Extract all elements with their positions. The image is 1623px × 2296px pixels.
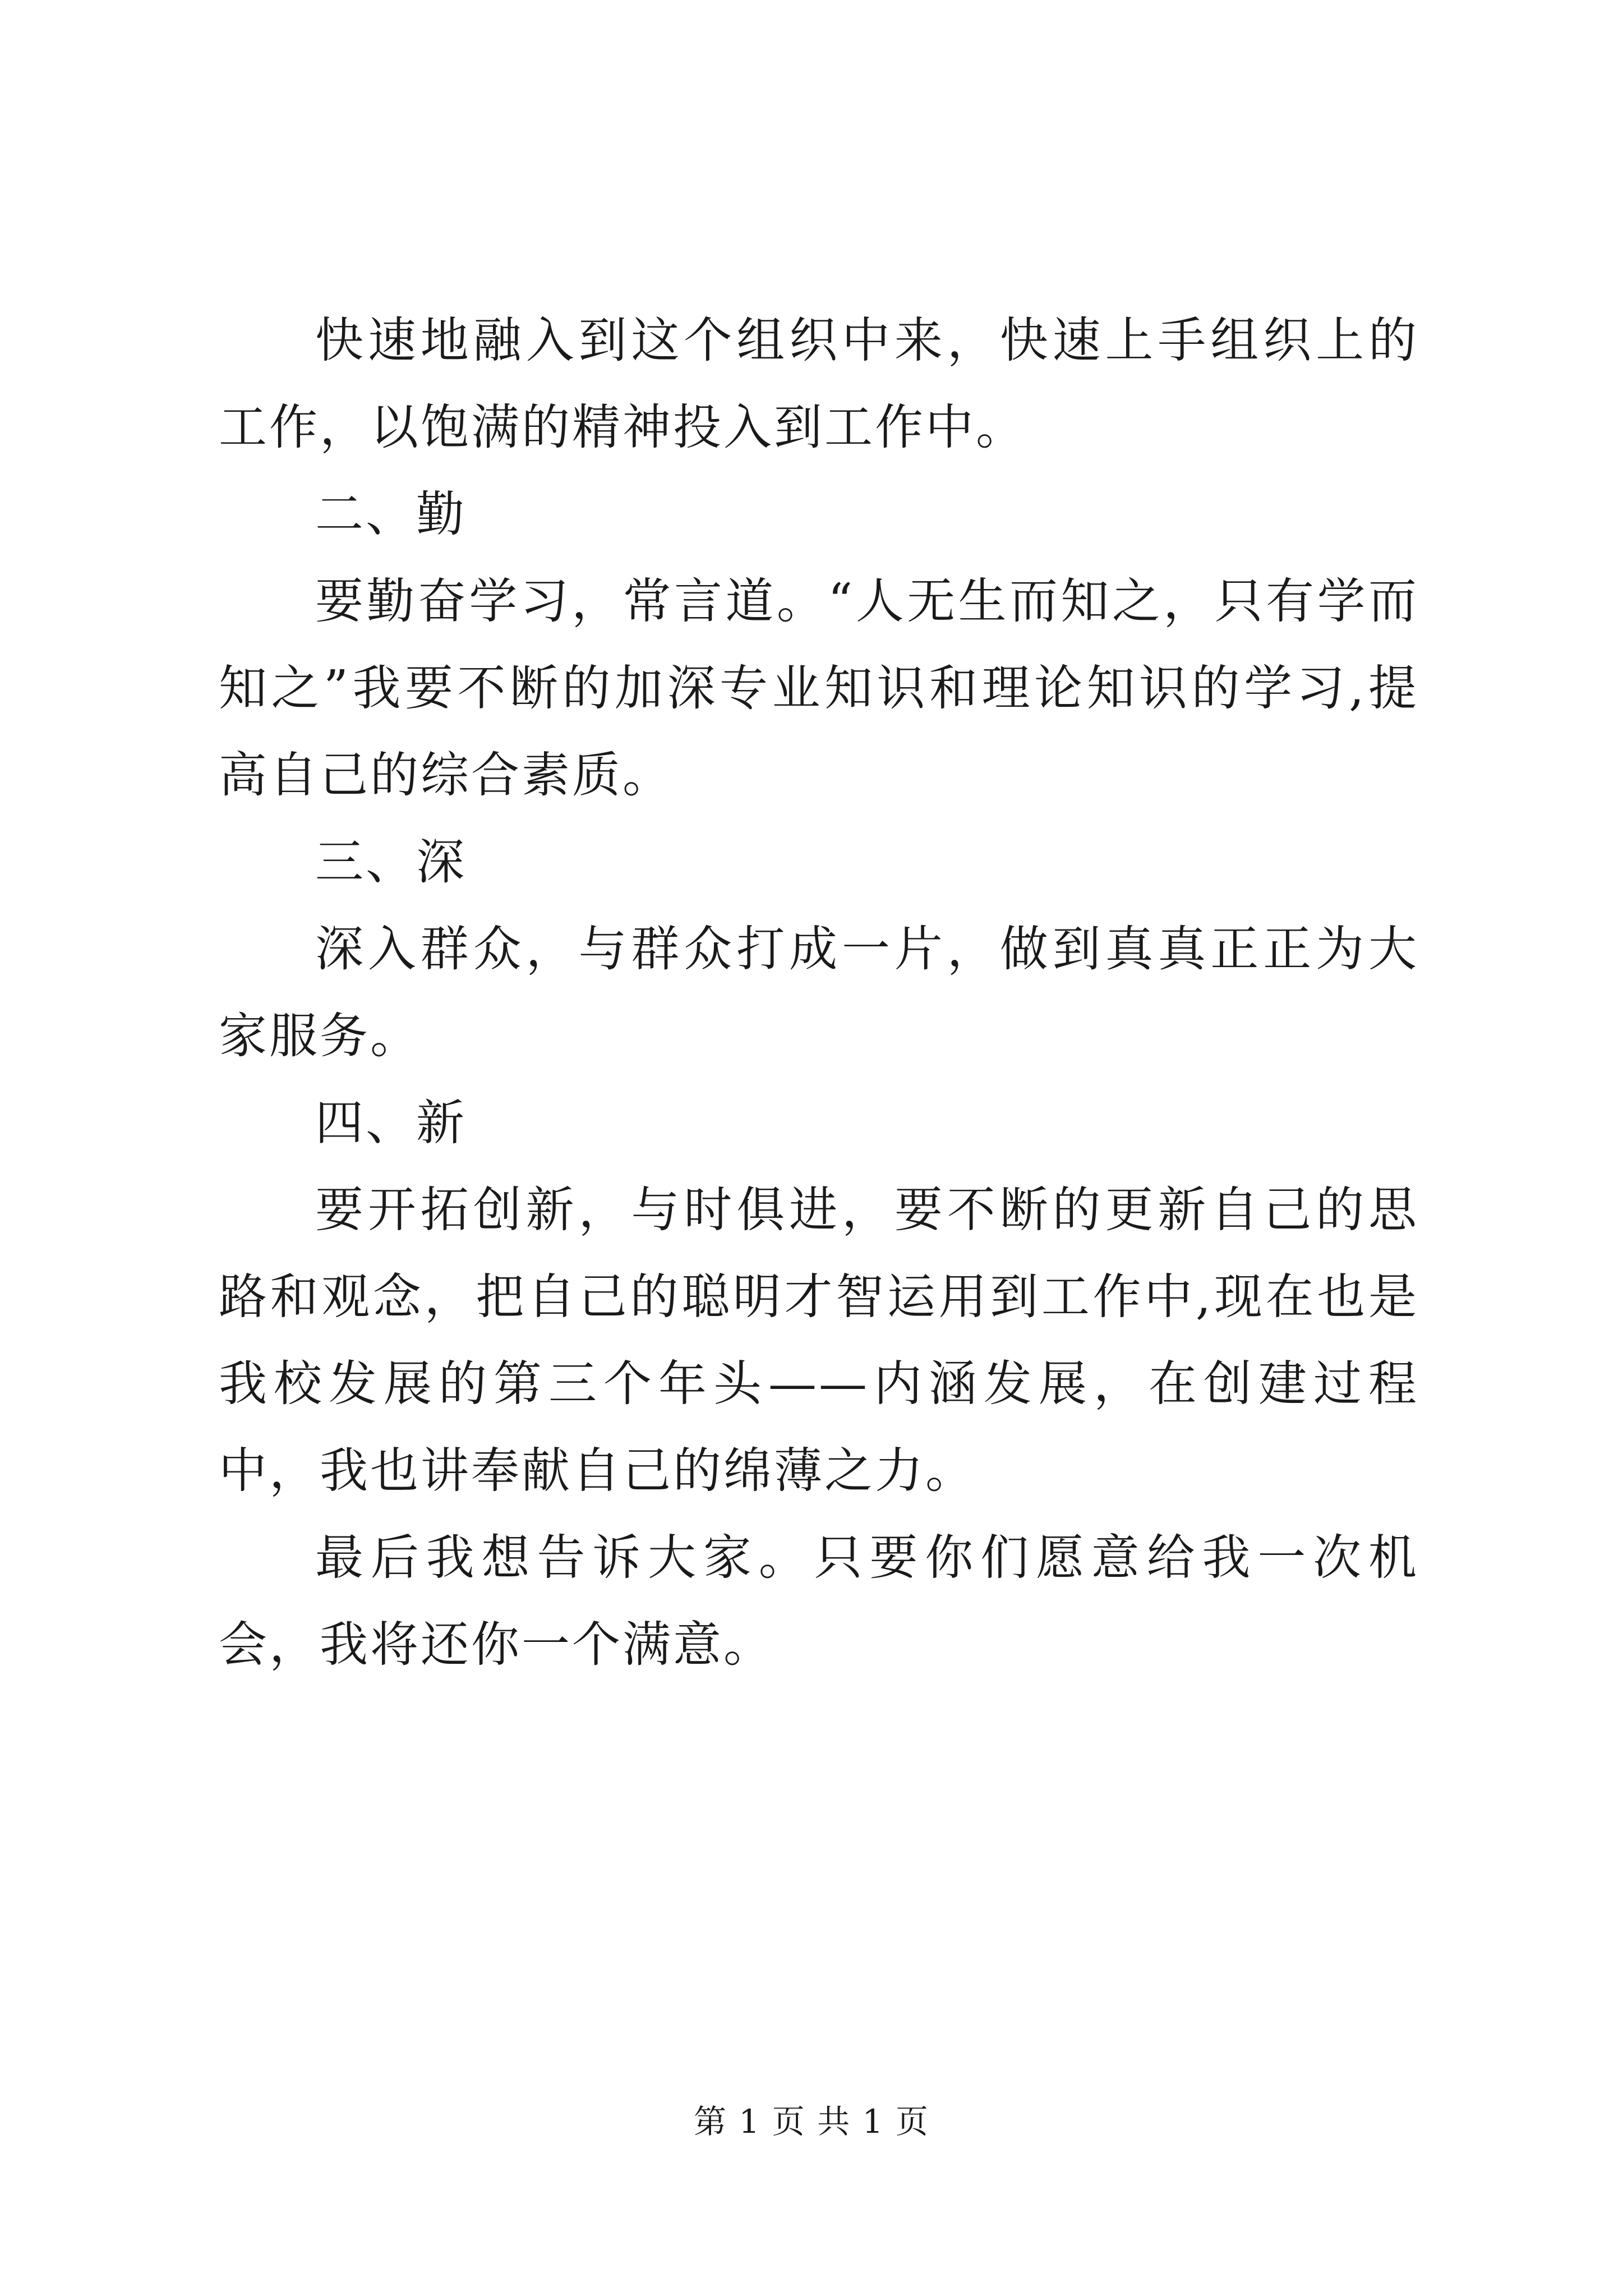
section-heading-shen: 三、深 xyxy=(315,834,467,890)
page-footer: 第 1 页 共 1 页 xyxy=(694,2102,929,2141)
paragraph-closing: 最后我想告诉大家。只要你们愿意给我一次机会，我将还你一个满意。 xyxy=(219,1530,1419,1673)
section-heading-qin: 二、勤 xyxy=(315,486,467,542)
paragraph-xin: 要开拓创新，与时俱进，要不断的更新自己的思路和观念，把自己的聪明才智运用到工作中,现在也是我校发展的第三个年头——内涵发展，在创建过程中，我也讲奉献自己的绵薄之力。 xyxy=(219,1182,1419,1499)
paragraph-shen: 深入群众，与群众打成一片，做到真真正正为大家服务。 xyxy=(219,921,1419,1064)
paragraph-intro: 快速地融入到这个组织中来，快速上手组织上的工作，以饱满的精神投入到工作中。 xyxy=(219,312,1419,455)
paragraph-qin: 要勤奋学习，常言道。“人无生而知之，只有学而知之”我要不断的加深专业知识和理论知识的学习,提高自己的综合素质。 xyxy=(219,573,1419,803)
document-body xyxy=(219,297,1419,1688)
section-heading-xin: 四、新 xyxy=(315,1095,467,1151)
